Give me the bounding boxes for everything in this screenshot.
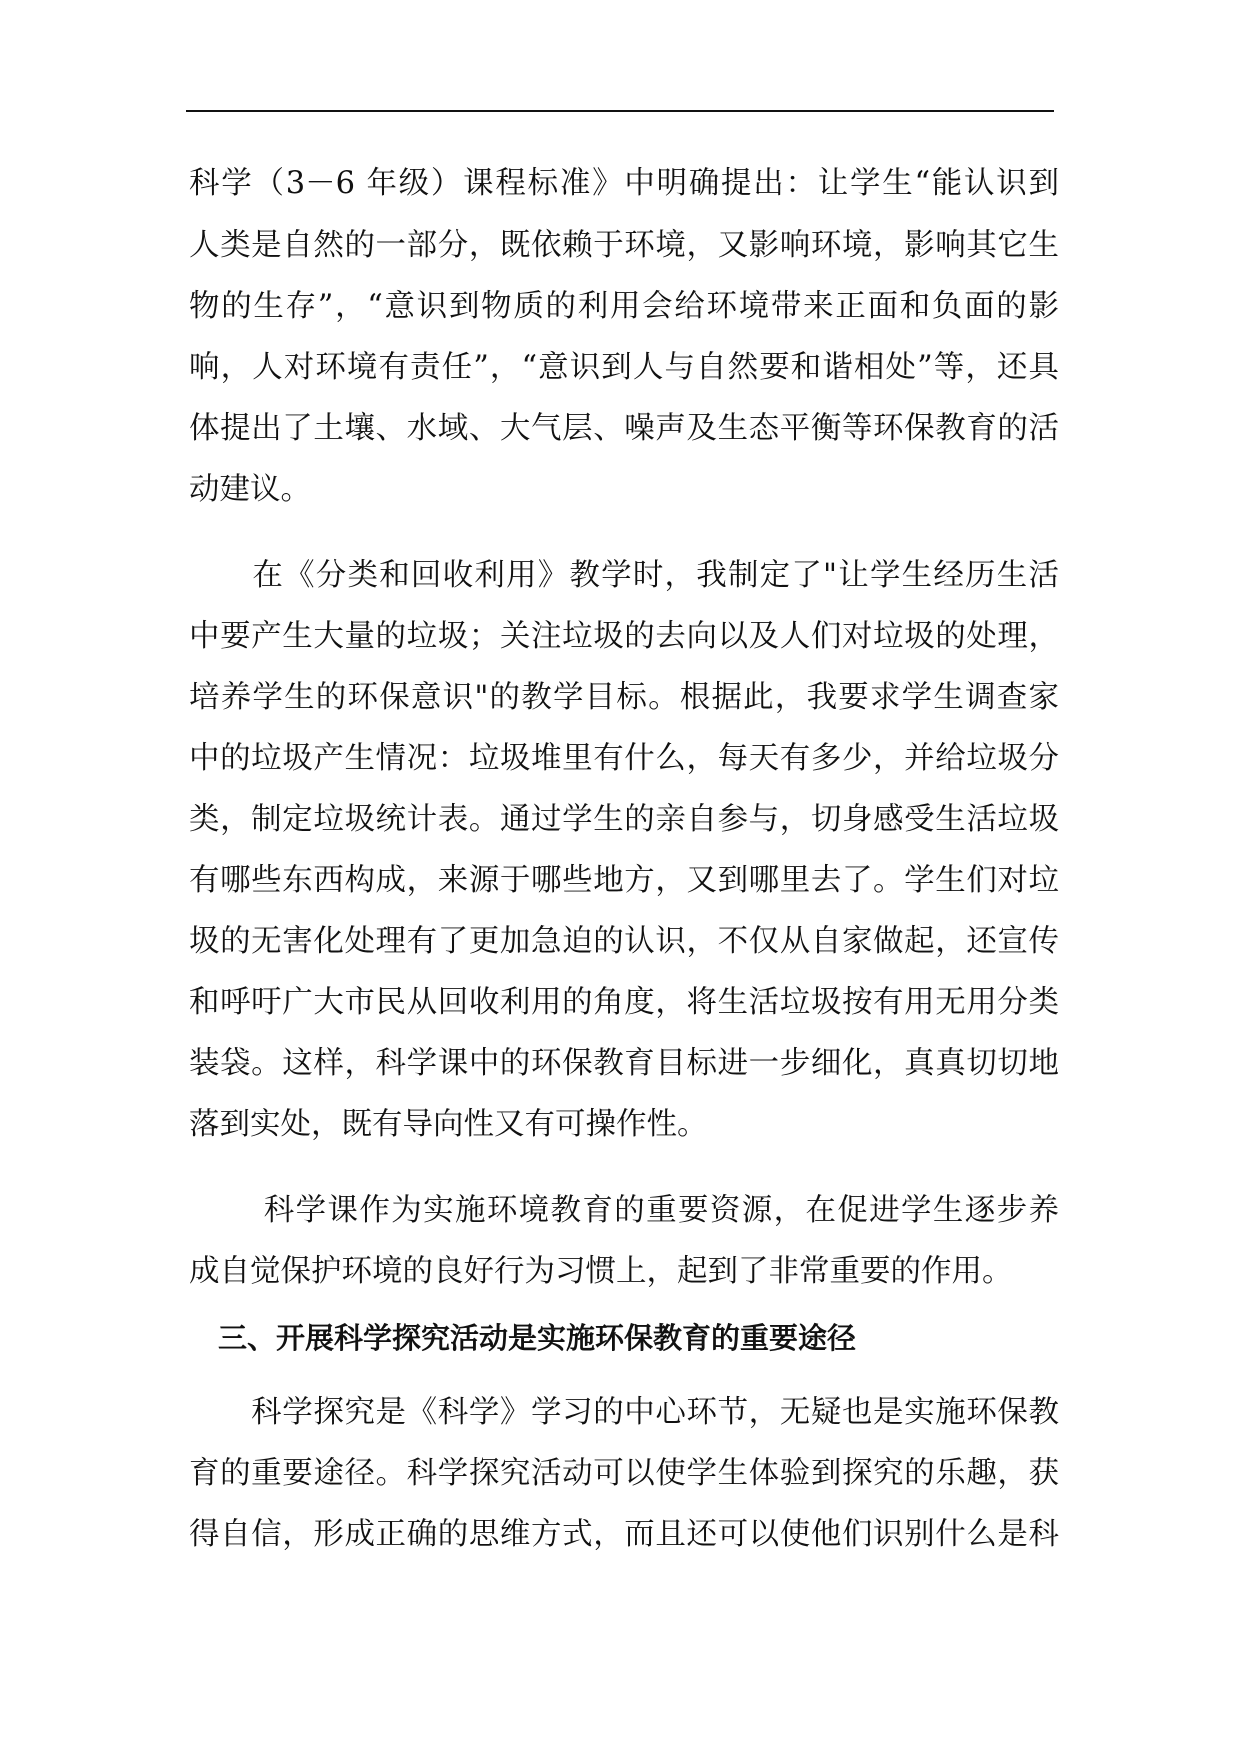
text-line: 动建议。 xyxy=(189,472,311,507)
text-line: 得自信，形成正确的思维方式，而且还可以使他们识别什么是科 xyxy=(189,1517,1059,1552)
text-line: 类，制定垃圾统计表。通过学生的亲自参与，切身感受生活垃圾 xyxy=(189,802,1059,837)
text-line: 中的垃圾产生情况：垃圾堆里有什么，每天有多少，并给垃圾分 xyxy=(189,741,1059,776)
section-heading: 三、开展科学探究活动是实施环保教育的重要途径 xyxy=(189,1321,857,1355)
text-line: 有哪些东西构成，来源于哪些地方，又到哪里去了。学生们对垃 xyxy=(189,863,1059,898)
text-line: 体提出了土壤、水域、大气层、噪声及生态平衡等环保教育的活 xyxy=(189,411,1059,446)
header-rule xyxy=(186,110,1054,112)
text-line: 培养学生的环保意识"的教学目标。根据此，我要求学生调查家 xyxy=(189,680,1059,715)
text-line: 和呼吁广大市民从回收利用的角度，将生活垃圾按有用无用分类 xyxy=(189,985,1059,1020)
text-line: 育的重要途径。科学探究活动可以使学生体验到探究的乐趣，获 xyxy=(189,1456,1059,1491)
text-line: 圾的无害化处理有了更加急迫的认识，不仅从自家做起，还宣传 xyxy=(189,924,1059,959)
text-line: 科学课作为实施环境教育的重要资源，在促进学生逐步养 xyxy=(189,1193,1059,1228)
text-line: 物的生存”，“意识到物质的利用会给环境带来正面和负面的影 xyxy=(189,289,1059,324)
text-line: 人类是自然的一部分，既依赖于环境，又影响环境，影响其它生 xyxy=(189,228,1059,263)
text-line: 响，人对环境有责任”，“意识到人与自然要和谐相处”等，还具 xyxy=(189,350,1059,385)
text-line: 在《分类和回收利用》教学时，我制定了"让学生经历生活 xyxy=(189,558,1059,593)
text-line: 成自觉保护环境的良好行为习惯上，起到了非常重要的作用。 xyxy=(189,1254,1013,1289)
text-line: 科学探究是《科学》学习的中心环节，无疑也是实施环保教 xyxy=(189,1395,1059,1430)
text-line: 装袋。这样，科学课中的环保教育目标进一步细化，真真切切地 xyxy=(189,1046,1059,1081)
text-line: 落到实处，既有导向性又有可操作性。 xyxy=(189,1107,708,1142)
text-line: 科学（3－6 年级）课程标准》中明确提出：让学生“能认识到 xyxy=(189,166,1059,201)
text-line: 中要产生大量的垃圾；关注垃圾的去向以及人们对垃圾的处理， xyxy=(189,619,1059,654)
